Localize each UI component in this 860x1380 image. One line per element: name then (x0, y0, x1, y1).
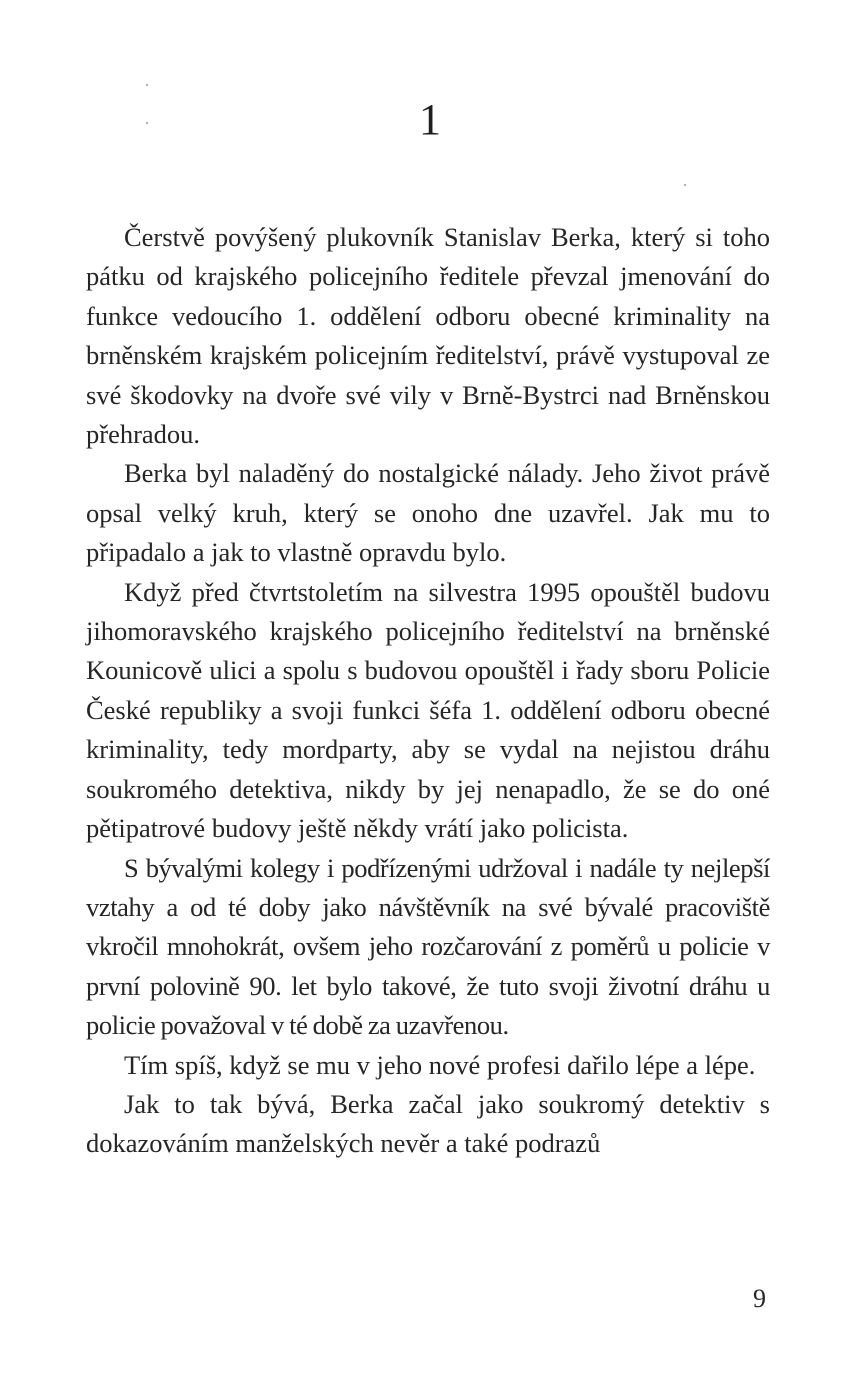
paragraph-3: Když před čtvrtstoletím na silvestra 1995 opouštěl budovu jihomoravského krajského policejního ředitelství na brněnské Kounicově ulici a spolu s budovou opouštěl i řady sboru Policie České republiky a svoji funkci šéfa 1. oddělení odboru obecné kriminality, tedy mordparty, aby se vydal na nejistou dráhu soukromého detektiva, nikdy by jej nenapadlo, že se do oné pětipatrové budovy ještě někdy vrátí jako policista. (86, 576, 770, 844)
paragraph-1: Čerstvě povýšený plukovník Stanislav Berka, který si toho pátku od krajského policejního ředitele převzal jmenování do funkce vedoucího 1. oddělení odboru obecné kriminality na brněnském krajském policejním ředitelství, právě vystupoval ze své škodovky na dvoře své vily v Brně-Bystrci nad Brněnskou přehradou. (86, 222, 770, 450)
paragraph-2: Berka byl naladěný do nostalgické nálady. Jeho život právě opsal velký kruh, který se onoho dne uzavřel. Jak mu to připadalo a jak to vlastně opravdu bylo. (86, 458, 770, 568)
paragraph-6: Jak to tak bývá, Berka začal jako soukromý detektiv s dokazováním manželských nevěr a také podrazů (86, 1088, 770, 1159)
scan-speck (684, 184, 686, 186)
scan-speck (146, 122, 148, 124)
scan-speck (146, 84, 148, 86)
page-number: 9 (753, 1284, 766, 1313)
chapter-body (86, 218, 770, 1164)
paragraph-5: Tím spíš, když se mu v jeho nové profesi dařilo lépe a lépe. (124, 1049, 756, 1080)
paragraph-4: S bývalými kolegy i podřízenými udržoval i nadále ty nejlepší vztahy a od té doby jako návštěvník na své bývalé pracoviště vkročil mnohokrát, ovšem jeho rozčarování z poměrů u policie v první polovině 90. let bylo takové, že tuto svoji životní dráhu u policie považoval v té době za uzavřenou. (86, 852, 770, 1041)
chapter-number: 1 (419, 95, 441, 144)
